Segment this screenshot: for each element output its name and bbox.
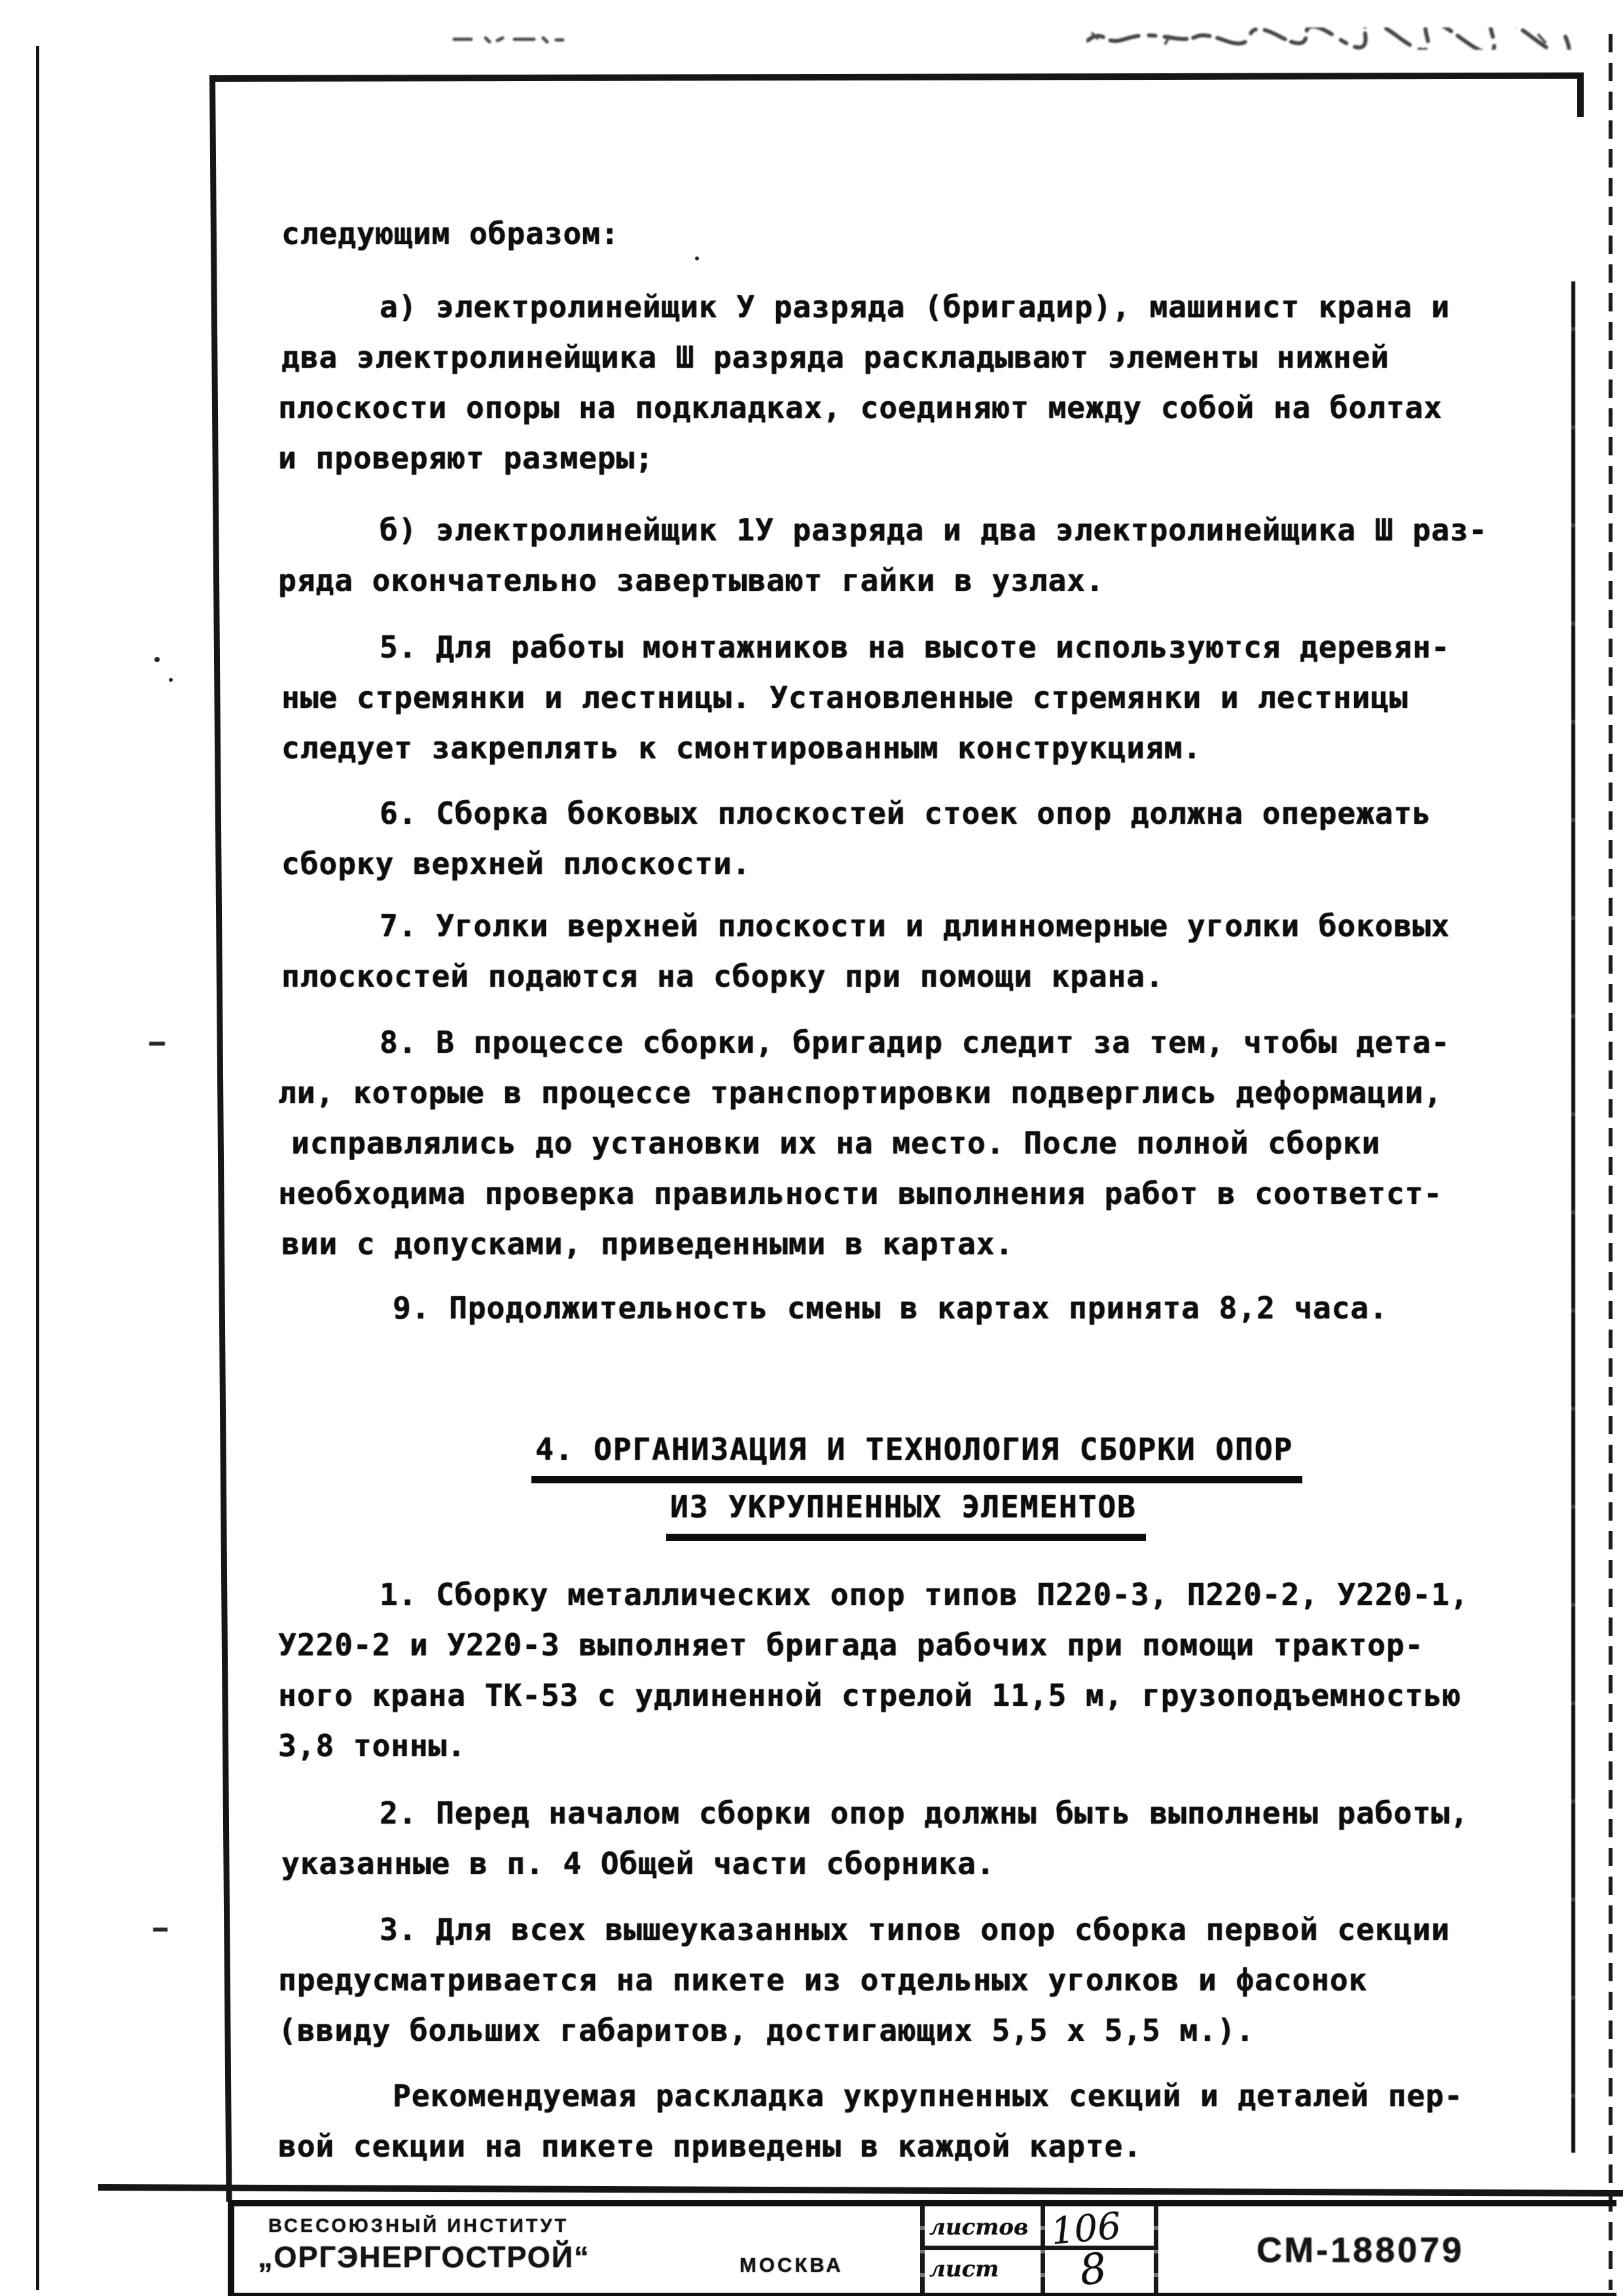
institute-name-line2: „ОРГЭНЕРГОСТРОЙ“ (258, 2240, 590, 2274)
text-line: исправлялись до установки их на место. После полной сборки (291, 1125, 1381, 1161)
ink-speck (695, 256, 699, 260)
text-line: 6. Сборка боковых плоскостей стоек опор должна опережать (380, 796, 1431, 831)
text-line: необходима проверка правильности выполнения работ в соответст- (278, 1176, 1443, 1211)
text-line: предусматривается на пикете из отдельных уголков и фасонок (278, 1962, 1368, 1998)
text-line: ли, которые в процессе транспортировки подверглись деформации, (278, 1075, 1443, 1110)
text-line: 5. Для работы монтажников на высоте используются деревян- (380, 629, 1450, 665)
text-line: вой секции на пикете приведены в каждой карте. (278, 2128, 1142, 2164)
text-line-intro: следующим образом: (281, 216, 620, 251)
text-line: (ввиду больших габаритов, достигающих 5,5 х 5,5 м.). (278, 2013, 1255, 2048)
text-line: 2. Перед началом сборки опор должны быть выполнены работы, (380, 1795, 1469, 1831)
margin-dash-mark (153, 1928, 168, 1932)
margin-dash-mark (149, 1042, 165, 1046)
text-line: следует закреплять к смонтированным конструкциям. (281, 730, 1202, 766)
ink-speck (154, 657, 160, 662)
section-heading-line1: 4. ОРГАНИЗАЦИЯ И ТЕХНОЛОГИЯ СБОРКИ ОПОР (531, 1432, 1302, 1483)
institute-city: МОСКВА (740, 2253, 844, 2276)
pencil-marks-icon (452, 31, 589, 46)
document-number: СМ-188079 (1257, 2231, 1465, 2270)
right-inner-rough-line (1571, 281, 1575, 2153)
text-line: 7. Уголки верхней плоскости и длинномерные уголки боковых (380, 908, 1450, 944)
left-edge-artifact-line (36, 46, 39, 2290)
sheets-total-value: 106 (1049, 2204, 1123, 2253)
text-line: У220-2 и У220-3 выполняет бригада рабочих при помощи трактор- (278, 1627, 1424, 1663)
ink-speck (169, 678, 173, 682)
footer-table (228, 2200, 1616, 2296)
handwritten-smudge-left (452, 31, 589, 46)
sheets-total-label: листов (929, 2214, 1029, 2240)
text-line: а) электролинейщик У разряда (бригадир), машинист крана и (380, 289, 1450, 325)
page-frame-left (209, 75, 232, 2202)
text-line: 3,8 тонны. (278, 1728, 466, 1763)
right-edge-dashed-line (1609, 34, 1613, 2290)
text-line: Рекомендуемая раскладка укрупненных секций и деталей пер- (393, 2078, 1463, 2113)
page-frame-top (211, 73, 1584, 82)
text-line: плоскости опоры на подкладках, соединяют между собой на болтах (278, 390, 1443, 425)
text-line: 3. Для всех вышеуказанных типов опор сборка первой секции (380, 1912, 1450, 1947)
text-line: плоскостей подаются на сборку при помощи крана. (281, 959, 1164, 994)
text-line: сборку верхней плоскости. (281, 846, 751, 881)
text-line: указанные в п. 4 Общей части сборника. (281, 1846, 995, 1881)
section-heading-line2: ИЗ УКРУПНЕННЫХ ЭЛЕМЕНТОВ (666, 1489, 1146, 1541)
text-line: вии с допусками, приведенными в картах. (281, 1226, 1014, 1262)
institute-name-line1: ВСЕСОЮЗНЫЙ ИНСТИТУТ (268, 2216, 569, 2236)
text-line: 1. Сборку металлических опор типов П220-3, П220-2, У220-1, (380, 1577, 1469, 1612)
text-line: и проверяют размеры; (278, 440, 654, 476)
text-line: ные стремянки и лестницы. Установленные стремянки и лестницы (281, 680, 1408, 715)
text-line: ного крана ТК-53 с удлиненной стрелой 11,5 м, грузоподъемностью (278, 1678, 1461, 1713)
text-line: ряда окончательно завертывают гайки в узлах. (278, 563, 1105, 598)
text-line: б) электролинейщик 1У разряда и два электролинейщика Ш раз- (380, 512, 1488, 548)
sheet-number-label: лист (929, 2256, 999, 2282)
text-line: 8. В процессе сборки, бригадир следит за тем, чтобы дета- (380, 1025, 1450, 1060)
page-frame-right-stub (1577, 77, 1584, 117)
text-line: 9. Продолжительность смены в картах принята 8,2 часа. (393, 1290, 1388, 1326)
text-line: два электролинейщика Ш разряда раскладывают элементы нижней (281, 340, 1389, 375)
pencil-scribble-icon (1086, 27, 1603, 50)
sheet-number-value: 8 (1077, 2244, 1110, 2296)
footer-top-rule (98, 2184, 1623, 2197)
handwritten-smudge-right (1086, 27, 1603, 50)
